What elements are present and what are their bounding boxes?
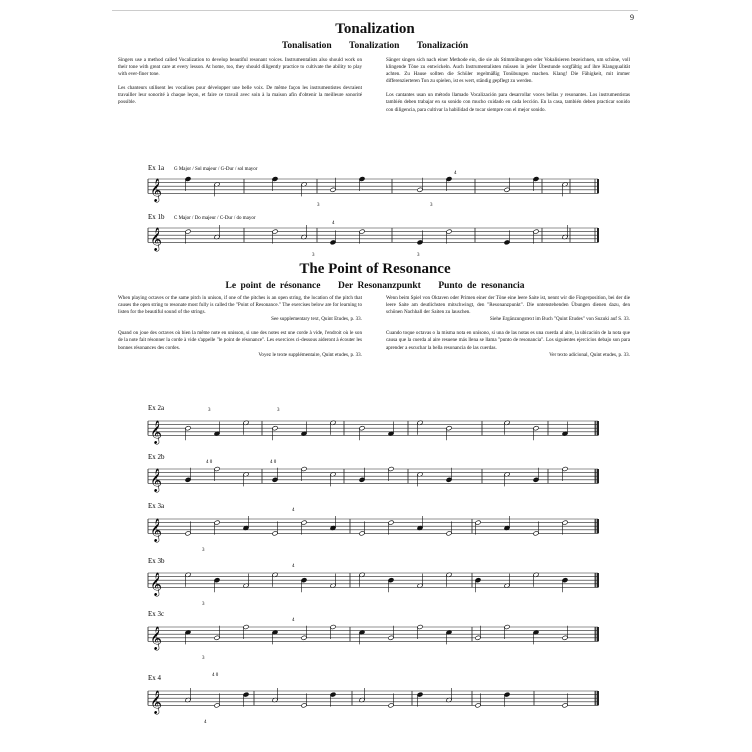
subtitle-de: Tonalization [349, 41, 400, 51]
staff-ex2a [148, 419, 598, 444]
staff-ex2b [148, 466, 598, 492]
fingering-ex1b-3b: 3 [417, 253, 420, 258]
page [112, 10, 638, 746]
treble-clef-icon: 𝄞 [150, 177, 162, 202]
music-notation [112, 11, 638, 746]
fingering-ex2b-40a: 4 0 [206, 460, 213, 465]
staff-ex4 [148, 688, 598, 714]
ex1a-caption: G Major / Sol majeur / G-Dur / sol mayor [174, 167, 258, 172]
treble-clef-icon: 𝄞 [150, 226, 162, 251]
tonalization-de: Sänger singen sich nach einer Methode ein, die sie als Stimmübungen oder Vokalisieren bezeichnen, um schöne, voll klingende Töne zu entwickeln. Auch Instrumentalisten müssen in jeder Übestunde sorgfältig auf ihre Klangqualität achten. Zu Hause sollten die Schüler regelmäßig Tonübungen machen. Klang! Die Fähigkeit, mit immer differenzierteren Ton zu spielen, ist es wert, ständig gepflegt zu werden. [386, 57, 630, 85]
staff-ex1a [148, 176, 598, 202]
fingering-ex1a-3a: 3 [317, 203, 320, 208]
treble-clef-icon: 𝄞 [150, 689, 162, 714]
treble-clef-icon: 𝄞 [150, 625, 162, 650]
ex1b-caption: C Major / Do majeur / C-Dur / do mayor [174, 216, 256, 221]
fingering-ex2a-3b: 3 [277, 408, 280, 413]
resonance-fr: Quand on joue des octaves où bien la même note en unisson, si une des notes est une corde à vide, l'endroit où le son de la note fait résonner la corde à vide s'appelle "le point de résonance". Les exercices ci-dessous aideront à écouter les bonnes résonances des cordes. [118, 330, 362, 351]
resonance-es-ref: Ver texto adicional, Quint etudes, p. 33. [549, 351, 630, 358]
treble-clef-icon: 𝄞 [150, 571, 162, 596]
fingering-ex3b-4a: 4 [292, 564, 295, 569]
ex3c-label: Ex 3c [148, 610, 165, 618]
tonalization-title: Tonalization [335, 21, 415, 37]
resonance-title: The Point of Resonance [299, 261, 451, 277]
subtitle-es: Tonalización [416, 41, 469, 51]
ex3a-label: Ex 3a [148, 502, 165, 510]
fingering-ex1b-4: 4 [332, 221, 335, 226]
fingering-ex3b-3a: 3 [202, 602, 205, 607]
resonance-subtitle-de: Der Resonanzpunkt [337, 281, 421, 291]
fingering-ex3c-3a: 3 [202, 656, 205, 661]
fingering-ex4-4a: 4 [204, 720, 207, 725]
staff-ex3a [148, 516, 598, 542]
subtitle-fr: Tonalisation [281, 41, 332, 51]
resonance-es: Cuando toque octavas o la misma nota en unísono, si una de las notas es una cuerda al aire, la ubicación de la nota que causa que la cuerda al aire resuene más llena se llama "punto de resonancia". Los siguientes ejercicios debajo son para aprender a escuchar la bella resonancia de las cuerdas. [386, 330, 630, 351]
resonance-subtitle-es: Punto de resonancia [438, 281, 525, 291]
tonalization-es: Los cantantes usan un método llamado Vocalización para desarrollar voces bellas y resonantes. Los instrumentistas también deben trabajar en su sonido con mucho cuidado en cada lección. En la casa, también deben practicar sonido con diligencia, para cultivar la habilidad de tocar siempre con el mejor sonido. [386, 92, 630, 113]
staff-ex3b [148, 571, 598, 596]
treble-clef-icon: 𝄞 [150, 419, 162, 444]
ex2b-label: Ex 2b [148, 453, 165, 461]
tonalization-fr: Les chanteurs utilisent les vocalises pour développer une belle voix. De même façon les instrumentistes devraient travailler leur sonorité à chaque leçon, et faire ce travail avec soin à la maison afin d'obtenir la meilleure sonorité possible. [118, 85, 362, 106]
ex3b-label: Ex 3b [148, 557, 165, 565]
resonance-en: When playing octaves or the same pitch in unison, if one of the pitches is an open string, the location of the pitch that causes the open string to resonate most fully is called the "Point of Resonance." The exercises below are for learning to listen for the beautiful sound of the strings. [118, 295, 362, 316]
fingering-ex3a-3a: 3 [202, 548, 205, 553]
resonance-en-ref: See supplementary text, Quint Etudes, p. 33. [271, 316, 362, 323]
ex1b-label: Ex 1b [148, 213, 165, 221]
ex4-label: Ex 4 [148, 674, 162, 682]
treble-clef-icon: 𝄞 [150, 517, 162, 542]
resonance-subtitle-fr: Le point de résonance [225, 281, 321, 291]
resonance-de-ref: Siehe Ergänzungstext im Buch "Quint Etudes" von Suzuki auf S. 33. [489, 316, 630, 323]
ex2a-label: Ex 2a [148, 404, 165, 412]
fingering-ex2a-3a: 3 [208, 408, 211, 413]
resonance-de: Wenn beim Spiel von Oktaven oder Primen einer der Töne eine leere Saite ist, nennt wir die Fingerposition, bei der die leere Saite am deutlichsten mitschwingt, den "Resonanzpunkt". Die untenstehenden Übungen dienen dazu, den schönen Nachhall der Saiten zu lauschen. [386, 295, 630, 316]
fingering-ex3a-4a: 4 [292, 508, 295, 513]
fingering-ex1a-4: 4 [454, 171, 457, 176]
page-number: 9 [630, 13, 634, 22]
staff-ex3c [148, 624, 598, 650]
ex1a-label: Ex 1a [148, 164, 165, 172]
treble-clef-icon: 𝄞 [150, 467, 162, 492]
fingering-ex1b-3a: 3 [312, 253, 315, 258]
fingering-ex1a-3b: 3 [430, 203, 433, 208]
fingering-ex3c-4a: 4 [292, 618, 295, 623]
resonance-fr-ref: Voyez le texte supplémentaire, Quint etudes, p. 33. [258, 351, 362, 358]
fingering-ex2b-40b: 4 0 [270, 460, 277, 465]
staff-ex1b [148, 225, 598, 251]
tonalization-en: Singers use a method called Vocalization to develop beautiful resonant voices. Instrumentalists also should work on their tone with great care at every lesson. At home, too, they should diligently practice to cultivate the ability to play with ever-finer tone. [118, 57, 362, 78]
fingering-ex4-40a: 4 0 [212, 673, 219, 678]
